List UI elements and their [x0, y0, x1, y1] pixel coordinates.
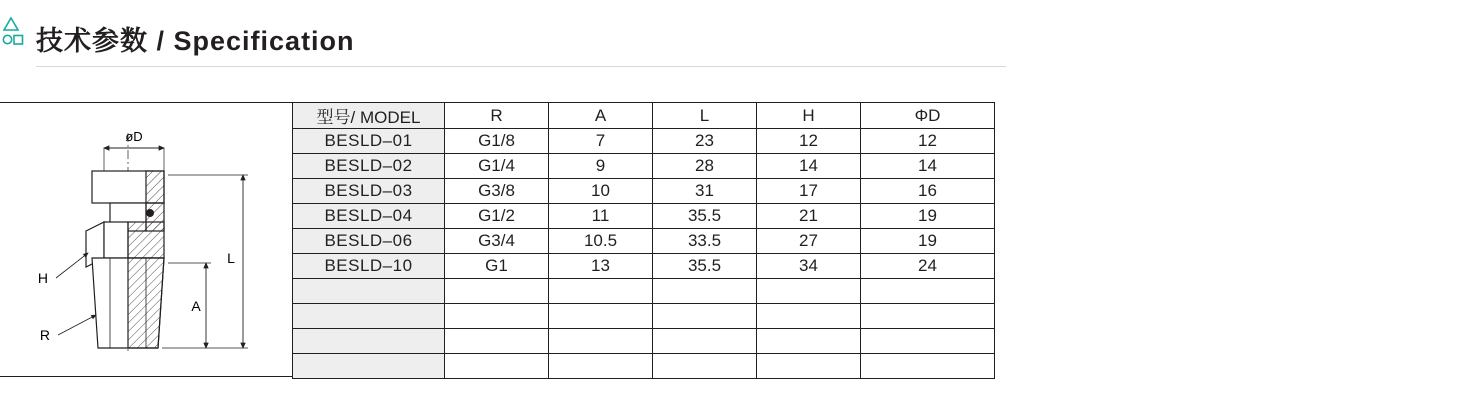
cell-a: 7 — [549, 129, 653, 154]
column-header-r: R — [445, 103, 549, 129]
cell-d — [861, 354, 995, 379]
table-header-row — [293, 103, 995, 129]
cell-r: G1 — [445, 254, 549, 279]
table-row — [293, 154, 995, 179]
cell-a — [549, 304, 653, 329]
cell-h: 12 — [757, 129, 861, 154]
cell-model: BESLD–04 — [293, 204, 445, 229]
cell-l — [653, 354, 757, 379]
cell-d: 19 — [861, 204, 995, 229]
cell-d — [861, 329, 995, 354]
cell-l — [653, 304, 757, 329]
product-drawing — [0, 102, 292, 377]
cell-d: 16 — [861, 179, 995, 204]
table-row — [293, 179, 995, 204]
cell-a: 10.5 — [549, 229, 653, 254]
cell-a — [549, 354, 653, 379]
cell-r: G3/8 — [445, 179, 549, 204]
table-row-empty — [293, 329, 995, 354]
cell-l — [653, 329, 757, 354]
cell-r — [445, 329, 549, 354]
cell-a: 11 — [549, 204, 653, 229]
cell-l: 35.5 — [653, 204, 757, 229]
cell-h: 21 — [757, 204, 861, 229]
table-row-empty — [293, 304, 995, 329]
cell-model: BESLD–02 — [293, 154, 445, 179]
cell-l: 35.5 — [653, 254, 757, 279]
dimension-label-a: A — [191, 298, 201, 314]
cell-r — [445, 279, 549, 304]
cell-d: 12 — [861, 129, 995, 154]
cell-model — [293, 329, 445, 354]
table-row — [293, 254, 995, 279]
cell-model — [293, 279, 445, 304]
cell-a: 9 — [549, 154, 653, 179]
cell-l: 23 — [653, 129, 757, 154]
column-header-a: A — [549, 103, 653, 129]
cell-model: BESLD–10 — [293, 254, 445, 279]
table-row-empty — [293, 279, 995, 304]
cell-h — [757, 329, 861, 354]
cell-d: 24 — [861, 254, 995, 279]
cell-model: BESLD–01 — [293, 129, 445, 154]
cell-model — [293, 304, 445, 329]
dimension-label-diameter: øD — [125, 129, 143, 144]
cell-l — [653, 279, 757, 304]
cell-model: BESLD–06 — [293, 229, 445, 254]
column-header-h: H — [757, 103, 861, 129]
dimension-label-h: H — [37, 270, 48, 286]
cell-h: 17 — [757, 179, 861, 204]
header-divider — [36, 66, 1006, 67]
table-row — [293, 129, 995, 154]
dimension-label-r: R — [39, 327, 50, 343]
cell-d: 14 — [861, 154, 995, 179]
cell-a — [549, 329, 653, 354]
cell-h — [757, 354, 861, 379]
cell-h: 34 — [757, 254, 861, 279]
table-row — [293, 204, 995, 229]
cell-r: G1/4 — [445, 154, 549, 179]
table-row — [293, 229, 995, 254]
cell-a — [549, 279, 653, 304]
table-row-empty — [293, 354, 995, 379]
cell-r — [445, 354, 549, 379]
dimension-label-l: L — [227, 250, 235, 266]
cell-l: 33.5 — [653, 229, 757, 254]
cell-model: BESLD–03 — [293, 179, 445, 204]
cell-a: 13 — [549, 254, 653, 279]
cell-r: G1/8 — [445, 129, 549, 154]
cell-h — [757, 304, 861, 329]
column-header-model: 型号/ MODEL — [293, 103, 445, 129]
cell-model — [293, 354, 445, 379]
cell-h: 27 — [757, 229, 861, 254]
triangle-circle-square-icon — [2, 16, 28, 54]
cell-r: G1/2 — [445, 204, 549, 229]
cell-a: 10 — [549, 179, 653, 204]
column-header-d: ΦD — [861, 103, 995, 129]
cell-l: 31 — [653, 179, 757, 204]
section-header — [0, 0, 1471, 70]
cell-d: 19 — [861, 229, 995, 254]
column-header-l: L — [653, 103, 757, 129]
cell-r: G3/4 — [445, 229, 549, 254]
specification-table — [292, 102, 995, 379]
cell-d — [861, 279, 995, 304]
cell-d — [861, 304, 995, 329]
cell-h — [757, 279, 861, 304]
cell-h: 14 — [757, 154, 861, 179]
cell-r — [445, 304, 549, 329]
cell-l: 28 — [653, 154, 757, 179]
page-title: 技术参数 / Specification — [36, 26, 355, 56]
